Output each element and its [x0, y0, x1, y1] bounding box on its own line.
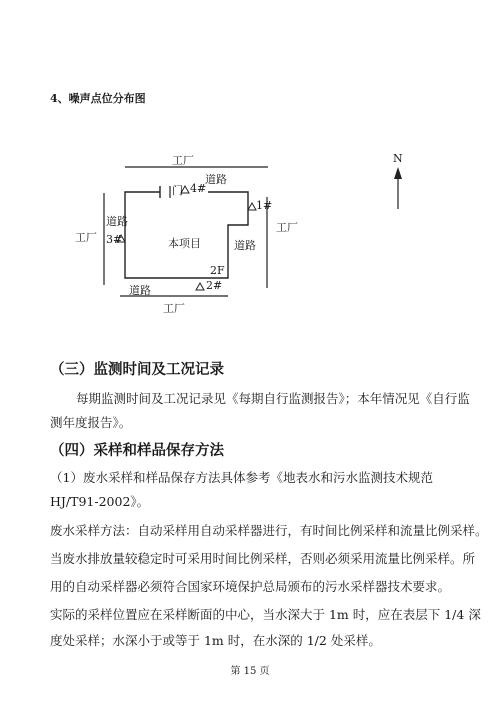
factory-top-label: 工厂 [172, 154, 194, 167]
para-monitoring-line1: 每期监测时间及工况记录见《每期自行监测报告》；本年情况见《自行监 [76, 391, 470, 406]
section-4-title: 4、噪声点位分布图 [50, 92, 146, 105]
para2-line2: 当废水排放量较稳定时可采用时间比例采样，否则必须采用流量比例采样。所 [50, 551, 476, 566]
para3-line2: 度处采样；水深小于或等于 1m 时，在水深的 1/2 处采样。 [50, 633, 381, 648]
para3-line1: 实际的采样位置应在采样断面的中心，当水深大于 1m 时，应在表层下 1/4 深 [50, 607, 481, 622]
factory-left-label: 工厂 [75, 231, 97, 244]
page-number: 第 15 页 [230, 666, 270, 677]
point-3-label: 3# [106, 233, 123, 246]
road-left-label: 道路 [106, 215, 128, 228]
north-label: N [393, 152, 403, 165]
factory-bottom-label: 工厂 [163, 302, 185, 315]
para2-line1: 废水采样方法：自动采样用自动采样器进行，有时间比例采样和流量比例采样。 [50, 523, 488, 538]
road-bottom-label: 道路 [129, 284, 151, 297]
gate-label: 门 [172, 184, 183, 197]
factory-right-label: 工厂 [276, 221, 298, 234]
floor-label: 2F [210, 264, 225, 277]
project-label: 本项目 [168, 237, 201, 250]
para-monitoring-line2: 测年度报告》。 [50, 415, 132, 430]
point-2-marker [196, 283, 204, 290]
road-top-label: 道路 [205, 173, 227, 186]
point-2-label: 2# [206, 279, 223, 292]
para1-line2: HJ/T91-2002》。 [50, 494, 150, 509]
point-1-label: 1# [256, 199, 273, 212]
point-1-marker [248, 203, 256, 210]
road-right-label: 道路 [234, 239, 256, 252]
point-4-label: 4# [190, 182, 207, 195]
heading-sampling-method: （四）采样和样品保存方法 [50, 442, 224, 459]
para2-line3: 用的自动采样器必须符合国家环境保护总局颁布的污水采样器技术要求。 [50, 579, 451, 594]
heading-monitoring-time: （三）监测时间及工况记录 [50, 361, 224, 378]
para1-line1: （1）废水采样和样品保存方法具体参考《地表水和污水监测技术规范 [50, 470, 433, 485]
